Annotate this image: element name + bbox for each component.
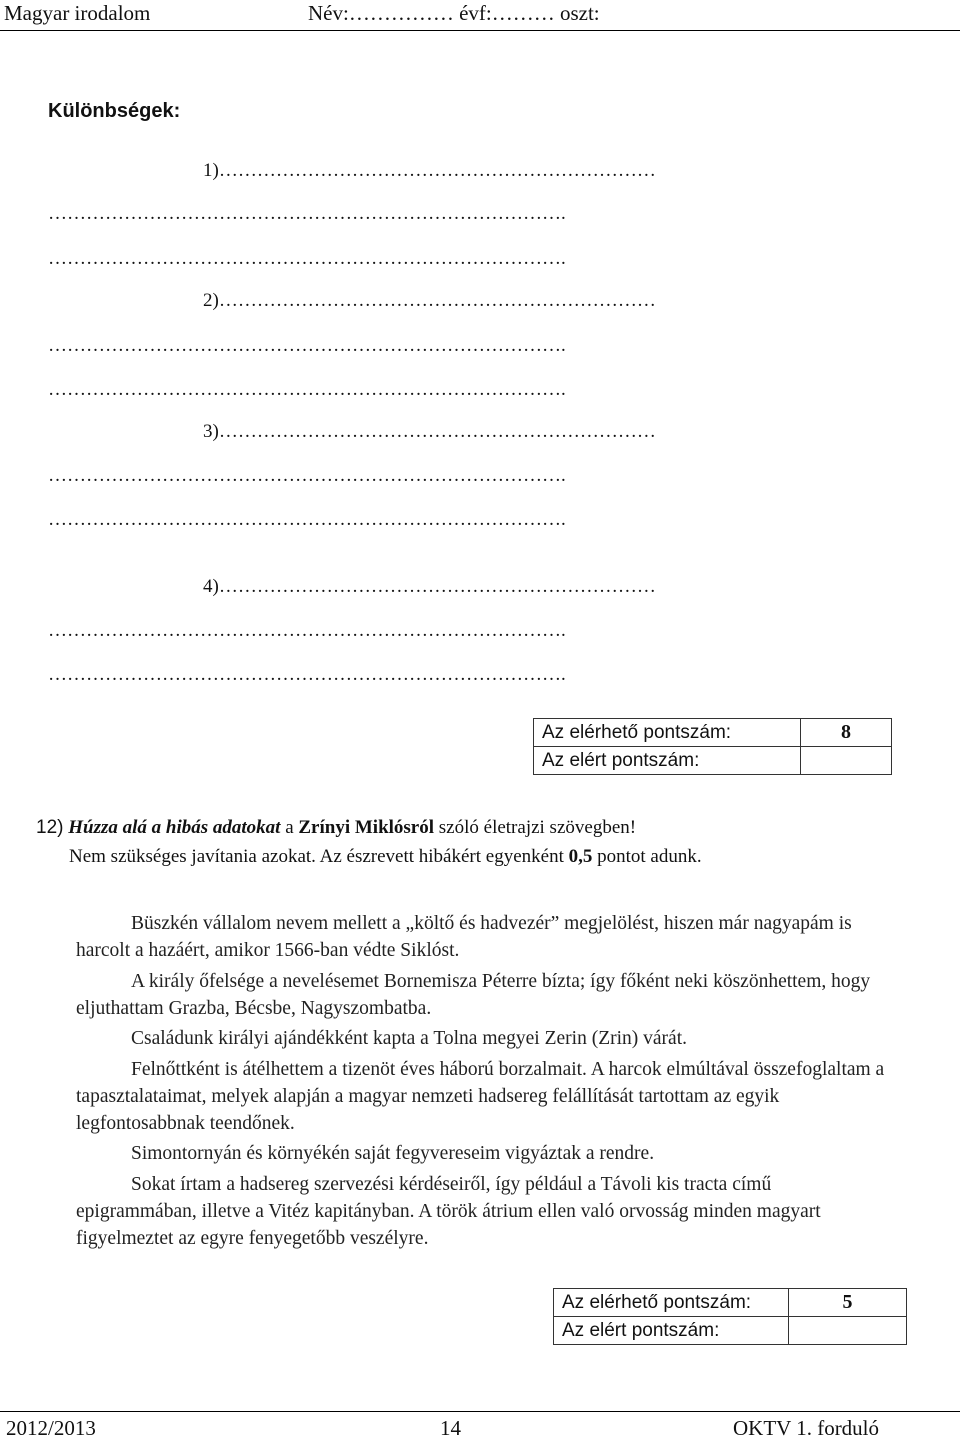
differences-title: Különbségek: [48, 100, 181, 122]
biography-paragraph[interactable]: Büszkén vállalom nevem mellett a „költő és hadvezér” megjelölést, hiszen már nagyapám is harcolt a hazáért, amikor 1566-ban védte Siklóst. [76, 913, 852, 961]
answer-line[interactable]: ………………………………………………………………………. [48, 664, 566, 685]
biography-paragraph[interactable]: Sokat írtam a hadsereg szervezési kérdéseiről, így például a Távoli kis tracta című epigrammában, illetve a Vitéz kapitányban. A török átrium ellen való orvosság minden magyart figyelmeztet az egyre fenyegetőbb veszélyre. [76, 1173, 821, 1249]
answer-line[interactable]: ………………………………………………………………………. [48, 620, 566, 641]
footer-competition-round: OKTV 1. forduló [733, 1416, 880, 1440]
biography-paragraph[interactable]: Családunk királyi ajándékként kapta a Tolna megyei Zerin (Zrin) várát. [131, 1028, 687, 1049]
score-box [533, 718, 892, 775]
page-footer [0, 1411, 960, 1441]
task-scoring-note [69, 846, 702, 868]
score-box [553, 1288, 907, 1345]
answer-line[interactable]: 1)…………………………………………………………… [203, 160, 656, 181]
answer-line[interactable]: 3)…………………………………………………………… [203, 421, 656, 442]
answer-line[interactable]: 2)…………………………………………………………… [203, 290, 656, 311]
biography-text [76, 910, 896, 1255]
footer-school-year: 2012/2013 [6, 1416, 96, 1440]
achieved-points-label: Az elért pontszám: [534, 747, 801, 775]
scoring-note-text: pontot adunk. [597, 846, 702, 867]
points-per-error: 0,5 [568, 846, 593, 867]
task-instruction-emphasis: Húzza alá a hibás adatokat [68, 817, 281, 838]
answer-line[interactable]: 4)…………………………………………………………… [203, 576, 656, 597]
scoring-note-text: Nem szükséges javítania azokat. Az észrevett hibákért egyenként [69, 846, 564, 867]
answer-line[interactable]: ………………………………………………………………………. [48, 203, 566, 224]
answer-line[interactable]: ………………………………………………………………………. [48, 509, 566, 530]
answer-line[interactable]: ………………………………………………………………………. [48, 379, 566, 400]
task-instruction [36, 817, 636, 839]
available-points-label: Az elérhető pontszám: [534, 719, 801, 747]
task-subject: Zrínyi Miklósról [298, 817, 435, 838]
task-instruction-text: szóló életrajzi szövegben! [438, 817, 637, 838]
available-points-value: 5 [789, 1289, 907, 1317]
biography-paragraph[interactable]: Simontornyán és környékén saját fegyvereseim vigyáztak a rendre. [131, 1143, 655, 1164]
biography-paragraph[interactable]: A király őfelsége a nevelésemet Bornemisza Péterre bízta; így főként neki köszönhettem, hogy eljuthattam Grazba, Bécsbe, Nagyszombatba. [76, 970, 871, 1019]
header-subject: Magyar irodalom [4, 1, 151, 25]
answer-line[interactable]: ………………………………………………………………………. [48, 248, 566, 269]
header-student-fields: Név:…………… évf:……… oszt: [308, 1, 600, 25]
footer-page-number: 14 [440, 1416, 461, 1440]
task-number: 12) [36, 817, 64, 838]
biography-paragraph[interactable]: Felnőttként is átélhettem a tizenöt éves háború borzalmait. A harcok elmúltával összefoglaltam a tapasztalataimat, melyek alapján a magyar nemzeti hadsereg felállítását tartottam az egyik legfontosabbnak teendőnek. [76, 1058, 885, 1134]
achieved-points-label: Az elért pontszám: [554, 1317, 789, 1345]
task-instruction-text: a [285, 817, 294, 838]
answer-line[interactable]: ………………………………………………………………………. [48, 335, 566, 356]
available-points-label: Az elérhető pontszám: [554, 1289, 789, 1317]
answer-line[interactable]: ………………………………………………………………………. [48, 465, 566, 486]
achieved-points-field[interactable] [789, 1317, 907, 1345]
page-header [0, 0, 960, 31]
available-points-value: 8 [801, 719, 892, 747]
achieved-points-field[interactable] [801, 747, 892, 775]
